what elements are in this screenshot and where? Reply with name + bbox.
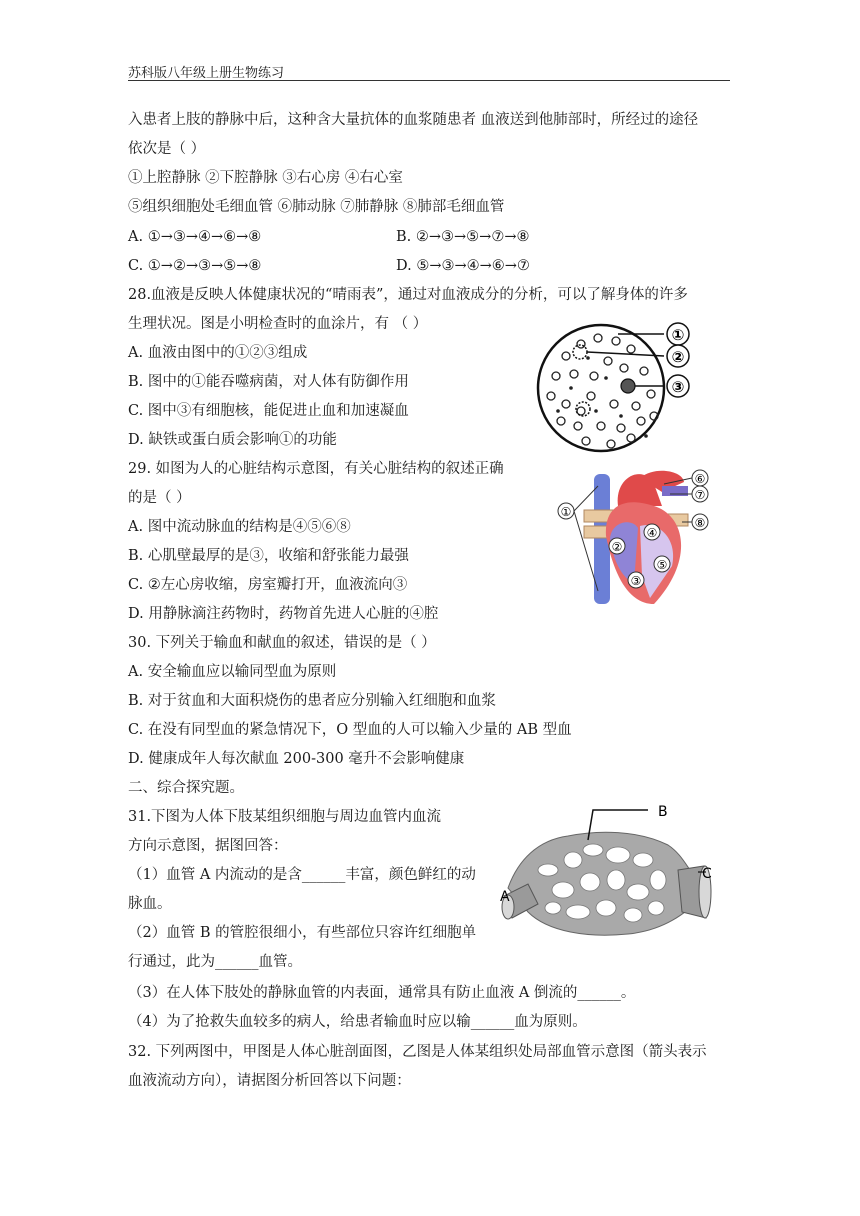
q31-part2-line1: （2）血管 B 的管腔很细小，有些部位只容许红细胞单 [128,925,477,941]
q28-option-b: B. 图中的①能吞噬病菌，对人体有防御作用 [128,374,409,390]
q29-stem-line1: 29. 如图为人的心脏结构示意图，有关心脏结构的叙述正确 [128,461,504,477]
heart-label-4: ④ [646,526,658,540]
heart-label-1: ① [560,505,572,519]
section-heading: 二、综合探究题。 [128,780,244,796]
q29-option-c: C. ②左心房收缩，房室瓣打开，血液流向③ [128,577,408,593]
capillary-label-b: B [658,804,668,820]
q32-stem-line2: 血液流动方向），请据图分析回答以下问题： [128,1073,411,1089]
q29-option-a: A. 图中流动脉血的结构是④⑤⑥⑧ [128,519,351,535]
capillary-label-a: A [500,889,510,905]
q28-stem-line2: 生理状况。图是小明检查时的血涂片，有 （ ） [128,316,428,332]
blood-smear-figure [536,316,696,466]
q27-option-c: C. ①→②→③→⑤→⑧ [128,258,262,274]
q30-stem: 30. 下列关于输血和献血的叙述，错误的是（ ） [128,635,436,651]
q30-option-b: B. 对于贫血和大面积烧伤的患者应分别输入红细胞和血浆 [128,693,496,709]
capillary-figure [498,800,720,952]
q30-option-c: C. 在没有同型血的紧急情况下，O 型血的人可以输入少量的 AB 型血 [128,722,572,738]
q27-option-b: B. ②→③→⑤→⑦→⑧ [396,229,530,245]
q28-option-d: D. 缺铁或蛋白质会影响①的功能 [128,432,337,448]
q27-option-d: D. ⑤→③→④→⑥→⑦ [396,258,530,274]
q27-option-a: A. ①→③→④→⑥→⑧ [128,229,262,245]
page-header: 苏科版八年级上册生物练习 [128,66,285,81]
q28-option-c: C. 图中③有细胞核，能促进止血和加速凝血 [128,403,409,419]
heart-figure [554,466,714,616]
q29-option-d: D. 用静脉滴注药物时，药物首先进人心脏的④腔 [128,606,439,622]
q31-part4: （4）为了抢救失血较多的病人，给患者输血时应以输______血为原则。 [128,1014,587,1030]
heart-label-3: ③ [630,574,642,588]
q29-option-b: B. 心肌壁最厚的是③，收缩和舒张能力最强 [128,548,409,564]
heart-label-8: ⑧ [694,516,706,530]
q27-stem-line2: 依次是（ ） [128,141,206,157]
heart-label-5: ⑤ [656,558,668,572]
q28-option-a: A. 血液由图中的①②③组成 [128,345,308,361]
q32-stem-line1: 32. 下列两图中，甲图是人体心脏剖面图，乙图是人体某组织处局部血管示意图（箭头表示 [128,1044,707,1060]
q28-stem-line1: 28.血液是反映人体健康状况的“晴雨表”，通过对血液成分的分析，可以了解身体的许多 [128,287,688,303]
q31-stem-line2: 方向示意图，据图回答： [128,838,288,854]
header-divider [128,80,730,81]
q31-stem-line1: 31.下图为人体下肢某组织细胞与周边血管内血流 [128,809,442,825]
q27-items-line2: ⑤组织细胞处毛细血管 ⑥肺动脉 ⑦肺静脉 ⑧肺部毛细血管 [128,199,505,215]
q31-part2-line2: 行通过，此为______血管。 [128,954,302,970]
capillary-label-c: C [702,866,712,882]
q30-option-a: A. 安全输血应以输同型血为原则 [128,664,337,680]
heart-label-7: ⑦ [694,488,706,502]
q30-option-d: D. 健康成年人每次献血 200-300 毫升不会影响健康 [128,751,465,767]
heart-label-2: ② [611,540,623,554]
q27-items-line1: ①上腔静脉 ②下腔静脉 ③右心房 ④右心室 [128,170,403,186]
q31-part3: （3）在人体下肢处的静脉血管的内表面，通常具有防止血液 A 倒流的______。 [128,985,636,1001]
smear-label-3: ③ [671,378,685,396]
smear-label-1: ① [671,326,685,344]
heart-label-6: ⑥ [694,472,706,486]
q29-stem-line2: 的是（ ） [128,490,191,506]
q31-part1-line1: （1）血管 A 内流动的是含______丰富，颜色鲜红的动 [128,867,476,883]
smear-label-2: ② [671,348,685,366]
q31-part1-line2: 脉血。 [128,896,172,912]
q27-stem-line1: 入患者上肢的静脉中后，这种含大量抗体的血浆随患者 血液送到他肺部时，所经过的途径 [128,112,699,128]
